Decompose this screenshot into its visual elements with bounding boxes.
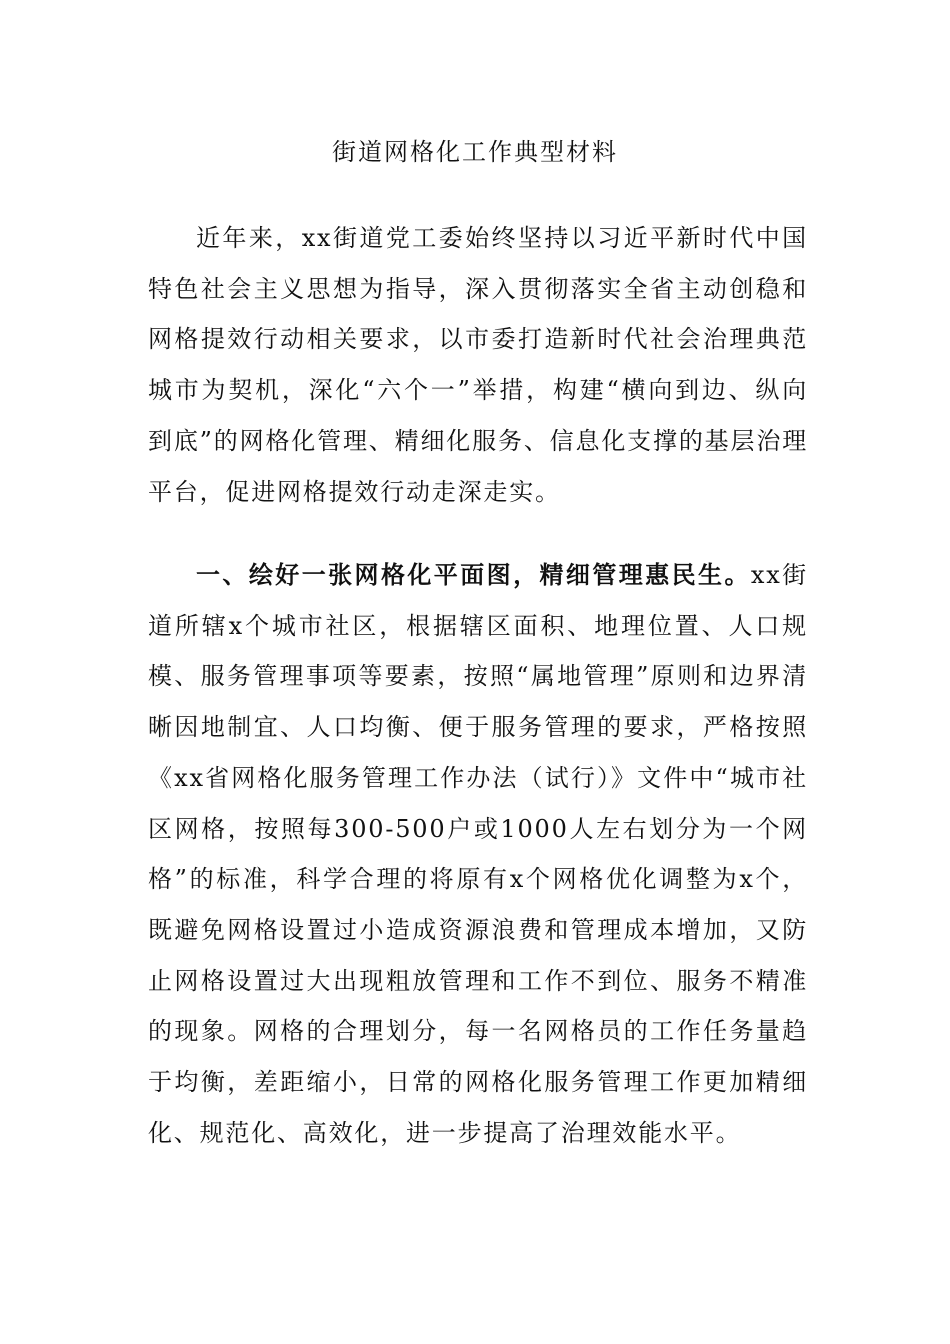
section-1-body: xx街道所辖x个城市社区，根据辖区面积、地理位置、人口规模、服务管理事项等要素，按照“属地管理”原则和边界清晰因地制宜、人口均衡、便于服务管理的要求，严格按照《xx省网格化服务管理工作办法（试行）》文件中“城市社区网格，按照每300-500户或1000人左右划分为一个网格”的标准，科学合理的将原有x个网格优化调整为x个，既避免网格设置过小造成资源浪费和管理成本增加，又防止网格设置过大出现粗放管理和工作不到位、服务不精准的现象。网格的合理划分，每一名网格员的工作任务量趋于均衡，差距缩小，日常的网格化服务管理工作更加精细化、规范化、高效化，进一步提高了治理效能水平。: [148, 561, 808, 1147]
intro-paragraph: 近年来，xx街道党工委始终坚持以习近平新时代中国特色社会主义思想为指导，深入贯彻落实全省主动创稳和网格提效行动相关要求，以市委打造新时代社会治理典范城市为契机，深化“六个一”举措，构建“横向到边、纵向到底”的网格化管理、精细化服务、信息化支撑的基层治理平台，促进网格提效行动走深走实。: [148, 224, 808, 506]
section-1-heading: 一、绘好一张网格化平面图，精细管理惠民生。: [196, 561, 751, 589]
section-1-paragraph: [148, 550, 808, 1158]
document-title: 街道网格化工作典型材料: [332, 138, 618, 166]
